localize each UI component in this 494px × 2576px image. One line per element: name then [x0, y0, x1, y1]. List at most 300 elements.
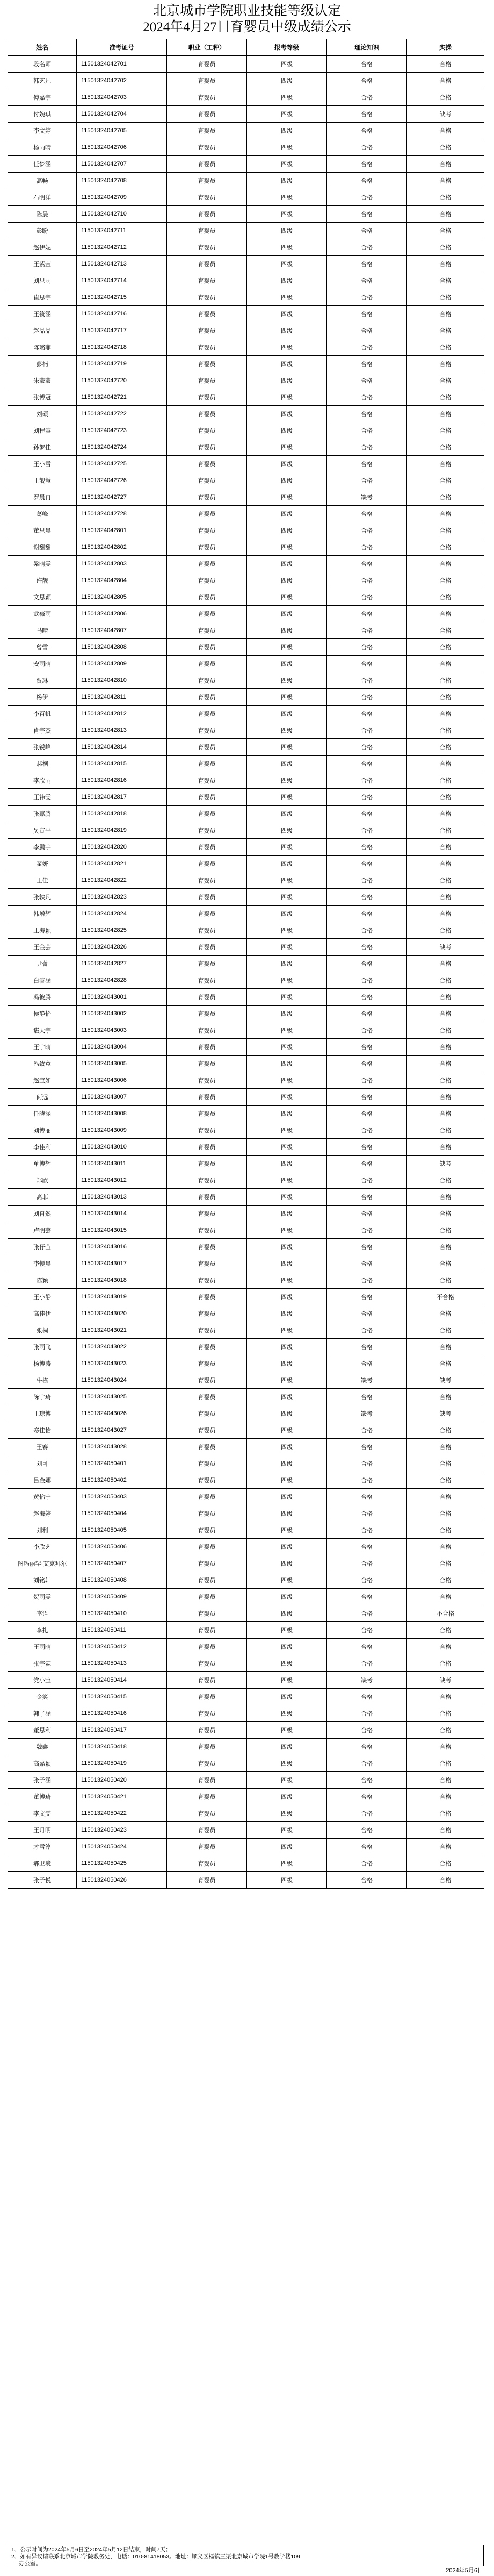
- level-cell: 四级: [247, 1755, 327, 1772]
- publish-date: 2024年5月6日: [446, 2567, 483, 2574]
- name-cell: 张仔莹: [8, 1239, 77, 1255]
- ticket-number-cell: 11501324042826: [77, 939, 167, 956]
- name-cell: 黄怡宁: [8, 1489, 77, 1505]
- name-cell: 卢明芸: [8, 1222, 77, 1239]
- practical-result-cell: 合格: [407, 73, 484, 89]
- table-row: [8, 1255, 484, 1272]
- name-cell: 王小静: [8, 1289, 77, 1305]
- ticket-number-cell: 11501324042707: [77, 156, 167, 173]
- table-row: [8, 1172, 484, 1189]
- ticket-number-cell: 11501324042706: [77, 139, 167, 156]
- practical-result-cell: 合格: [407, 772, 484, 789]
- table-row: [8, 1555, 484, 1572]
- level-cell: 四级: [247, 339, 327, 356]
- practical-result-cell: 合格: [407, 339, 484, 356]
- theory-result-cell: 合格: [327, 1589, 407, 1605]
- ticket-number-cell: 11501324050405: [77, 1522, 167, 1539]
- level-cell: 四级: [247, 606, 327, 622]
- theory-result-cell: 缺考: [327, 489, 407, 506]
- ticket-number-cell: 11501324042710: [77, 206, 167, 223]
- ticket-number-cell: 11501324043006: [77, 1072, 167, 1089]
- level-cell: 四级: [247, 1522, 327, 1539]
- table-row: [8, 1855, 484, 1872]
- name-cell: 张嘉腾: [8, 806, 77, 822]
- ticket-number-cell: 11501324043007: [77, 1089, 167, 1106]
- occupation-cell: 育婴员: [167, 156, 247, 173]
- occupation-cell: 育婴员: [167, 1839, 247, 1855]
- name-cell: 曾雪: [8, 639, 77, 656]
- name-cell: 张博冠: [8, 389, 77, 406]
- level-cell: 四级: [247, 422, 327, 439]
- theory-result-cell: 合格: [327, 1339, 407, 1355]
- occupation-cell: 育婴员: [167, 1372, 247, 1389]
- ticket-number-cell: 11501324043003: [77, 1022, 167, 1039]
- theory-result-cell: 合格: [327, 739, 407, 756]
- level-cell: 四级: [247, 1555, 327, 1572]
- name-cell: 李佳利: [8, 1139, 77, 1156]
- occupation-cell: 育婴员: [167, 522, 247, 539]
- level-cell: 四级: [247, 1589, 327, 1605]
- table-row: [8, 123, 484, 139]
- level-cell: 四级: [247, 1572, 327, 1589]
- level-cell: 四级: [247, 572, 327, 589]
- name-cell: 贾琳: [8, 672, 77, 689]
- practical-result-cell: 合格: [407, 1439, 484, 1455]
- table-row: [8, 1739, 484, 1755]
- name-cell: 武薇雨: [8, 606, 77, 622]
- occupation-cell: 育婴员: [167, 322, 247, 339]
- ticket-number-cell: 11501324042813: [77, 722, 167, 739]
- name-cell: 刘利: [8, 1522, 77, 1539]
- theory-result-cell: 合格: [327, 1872, 407, 1889]
- practical-result-cell: 合格: [407, 406, 484, 422]
- table-row: [8, 372, 484, 389]
- level-cell: 四级: [247, 872, 327, 889]
- level-cell: 四级: [247, 223, 327, 239]
- name-cell: 刘博丽: [8, 1122, 77, 1139]
- ticket-number-cell: 11501324042714: [77, 272, 167, 289]
- practical-result-cell: 合格: [407, 1056, 484, 1072]
- table-row: [8, 889, 484, 906]
- table-row: [8, 56, 484, 73]
- name-cell: 张子涵: [8, 1772, 77, 1789]
- level-cell: 四级: [247, 106, 327, 123]
- occupation-cell: 育婴员: [167, 956, 247, 972]
- table-row: [8, 1389, 484, 1405]
- table-row: [8, 439, 484, 456]
- occupation-cell: 育婴员: [167, 1672, 247, 1689]
- level-cell: 四级: [247, 856, 327, 872]
- practical-result-cell: 合格: [407, 506, 484, 522]
- level-cell: 四级: [247, 1822, 327, 1839]
- occupation-cell: 育婴员: [167, 89, 247, 106]
- page-title: 北京城市学院职业技能等级认定: [152, 4, 341, 18]
- name-cell: 魏鑫: [8, 1739, 77, 1755]
- occupation-cell: 育婴员: [167, 1172, 247, 1189]
- table-row: [8, 1156, 484, 1172]
- occupation-cell: 育婴员: [167, 856, 247, 872]
- table-row: [8, 939, 484, 956]
- theory-result-cell: 合格: [327, 1855, 407, 1872]
- table-row: [8, 1222, 484, 1239]
- practical-result-cell: 合格: [407, 472, 484, 489]
- theory-result-cell: 合格: [327, 1505, 407, 1522]
- practical-result-cell: 合格: [407, 1722, 484, 1739]
- practical-result-cell: 合格: [407, 189, 484, 206]
- name-cell: 王紫萱: [8, 256, 77, 272]
- table-row: [8, 606, 484, 622]
- occupation-cell: 育婴员: [167, 1455, 247, 1472]
- name-cell: 王佳: [8, 872, 77, 889]
- name-cell: 傅嘉宇: [8, 89, 77, 106]
- table-row: [8, 1339, 484, 1355]
- name-cell: 王靓慧: [8, 472, 77, 489]
- name-cell: 王赛: [8, 1439, 77, 1455]
- ticket-number-cell: 11501324050403: [77, 1489, 167, 1505]
- table-row: [8, 872, 484, 889]
- name-cell: 任梦涵: [8, 156, 77, 173]
- theory-result-cell: 合格: [327, 1705, 407, 1722]
- level-cell: 四级: [247, 1789, 327, 1805]
- level-cell: 四级: [247, 289, 327, 306]
- name-cell: 李百帆: [8, 706, 77, 722]
- theory-result-cell: 合格: [327, 1772, 407, 1789]
- practical-result-cell: 缺考: [407, 1372, 484, 1389]
- practical-result-cell: 合格: [407, 639, 484, 656]
- practical-result-cell: 合格: [407, 1739, 484, 1755]
- level-cell: 四级: [247, 489, 327, 506]
- name-cell: 郑欣: [8, 1172, 77, 1189]
- level-cell: 四级: [247, 1455, 327, 1472]
- table-row: [8, 1772, 484, 1789]
- table-row: [8, 1372, 484, 1389]
- occupation-cell: 育婴员: [167, 1705, 247, 1722]
- table-row: [8, 522, 484, 539]
- name-cell: 图玛丽罕·艾克拜尔: [8, 1555, 77, 1572]
- practical-result-cell: 合格: [407, 1855, 484, 1872]
- theory-result-cell: 合格: [327, 1522, 407, 1539]
- ticket-number-cell: 11501324042716: [77, 306, 167, 322]
- table-row: [8, 1305, 484, 1322]
- occupation-cell: 育婴员: [167, 922, 247, 939]
- table-row: [8, 1522, 484, 1539]
- table-row: [8, 972, 484, 989]
- table-row: [8, 672, 484, 689]
- table-row: [8, 1539, 484, 1555]
- level-cell: 四级: [247, 439, 327, 456]
- level-cell: 四级: [247, 1805, 327, 1822]
- theory-result-cell: 合格: [327, 73, 407, 89]
- theory-result-cell: 合格: [327, 639, 407, 656]
- occupation-cell: 育婴员: [167, 389, 247, 406]
- ticket-number-cell: 11501324042724: [77, 439, 167, 456]
- name-cell: 梁晴雯: [8, 556, 77, 572]
- practical-result-cell: 合格: [407, 89, 484, 106]
- theory-result-cell: 合格: [327, 1056, 407, 1072]
- table-row: [8, 1322, 484, 1339]
- occupation-cell: 育婴员: [167, 123, 247, 139]
- practical-result-cell: 合格: [407, 1839, 484, 1855]
- occupation-cell: 育婴员: [167, 1622, 247, 1639]
- theory-result-cell: 合格: [327, 1089, 407, 1106]
- theory-result-cell: 合格: [327, 206, 407, 223]
- theory-result-cell: 合格: [327, 1655, 407, 1672]
- table-row: [8, 1489, 484, 1505]
- theory-result-cell: 合格: [327, 1622, 407, 1639]
- occupation-cell: 育婴员: [167, 1805, 247, 1822]
- ticket-number-cell: 11501324043020: [77, 1305, 167, 1322]
- ticket-number-cell: 11501324043023: [77, 1355, 167, 1372]
- practical-result-cell: 合格: [407, 1072, 484, 1089]
- occupation-cell: 育婴员: [167, 489, 247, 506]
- ticket-number-cell: 11501324042822: [77, 872, 167, 889]
- theory-result-cell: 合格: [327, 1006, 407, 1022]
- name-cell: 李扎: [8, 1622, 77, 1639]
- name-cell: 刘硕: [8, 406, 77, 422]
- theory-result-cell: 合格: [327, 106, 407, 123]
- table-row: [8, 206, 484, 223]
- name-cell: 董思利: [8, 1722, 77, 1739]
- occupation-cell: 育婴员: [167, 1655, 247, 1672]
- theory-result-cell: 合格: [327, 189, 407, 206]
- theory-result-cell: 合格: [327, 989, 407, 1006]
- name-cell: 任晓涵: [8, 1106, 77, 1122]
- col-ticket-header: 准考证号: [77, 39, 167, 56]
- theory-result-cell: 合格: [327, 689, 407, 706]
- practical-result-cell: 合格: [407, 489, 484, 506]
- ticket-number-cell: 11501324043004: [77, 1039, 167, 1056]
- name-cell: 冯彼腾: [8, 989, 77, 1006]
- name-cell: 罗晨冉: [8, 489, 77, 506]
- ticket-number-cell: 11501324050412: [77, 1639, 167, 1655]
- name-cell: 付婉琪: [8, 106, 77, 123]
- ticket-number-cell: 11501324042815: [77, 756, 167, 772]
- practical-result-cell: 合格: [407, 1655, 484, 1672]
- ticket-number-cell: 11501324043010: [77, 1139, 167, 1156]
- ticket-number-cell: 11501324042708: [77, 173, 167, 189]
- theory-result-cell: 合格: [327, 572, 407, 589]
- practical-result-cell: 缺考: [407, 106, 484, 123]
- name-cell: 张雨飞: [8, 1339, 77, 1355]
- level-cell: 四级: [247, 756, 327, 772]
- theory-result-cell: 合格: [327, 1605, 407, 1622]
- name-cell: 赵伊妮: [8, 239, 77, 256]
- ticket-number-cell: 11501324050411: [77, 1622, 167, 1639]
- theory-result-cell: 合格: [327, 1172, 407, 1189]
- practical-result-cell: 合格: [407, 572, 484, 589]
- table-row: [8, 1189, 484, 1206]
- practical-result-cell: 合格: [407, 606, 484, 622]
- practical-result-cell: 合格: [407, 1389, 484, 1405]
- theory-result-cell: 合格: [327, 922, 407, 939]
- level-cell: 四级: [247, 1439, 327, 1455]
- ticket-number-cell: 11501324043028: [77, 1439, 167, 1455]
- level-cell: 四级: [247, 939, 327, 956]
- name-cell: 张桐: [8, 1322, 77, 1339]
- practical-result-cell: 合格: [407, 956, 484, 972]
- level-cell: 四级: [247, 672, 327, 689]
- theory-result-cell: 合格: [327, 622, 407, 639]
- name-cell: 吴宣平: [8, 822, 77, 839]
- ticket-number-cell: 11501324042827: [77, 956, 167, 972]
- table-row: [8, 1122, 484, 1139]
- occupation-cell: 育婴员: [167, 1472, 247, 1489]
- level-cell: 四级: [247, 1006, 327, 1022]
- theory-result-cell: 合格: [327, 972, 407, 989]
- practical-result-cell: 合格: [407, 522, 484, 539]
- name-cell: 张宇霖: [8, 1655, 77, 1672]
- table-row: [8, 173, 484, 189]
- practical-result-cell: 合格: [407, 1589, 484, 1605]
- practical-result-cell: 合格: [407, 306, 484, 322]
- level-cell: 四级: [247, 406, 327, 422]
- level-cell: 四级: [247, 1739, 327, 1755]
- ticket-number-cell: 11501324042704: [77, 106, 167, 123]
- occupation-cell: 育婴员: [167, 1355, 247, 1372]
- practical-result-cell: 合格: [407, 1272, 484, 1289]
- practical-result-cell: 合格: [407, 1089, 484, 1106]
- name-cell: 彭楠: [8, 356, 77, 372]
- theory-result-cell: 合格: [327, 306, 407, 322]
- practical-result-cell: 合格: [407, 906, 484, 922]
- occupation-cell: 育婴员: [167, 822, 247, 839]
- theory-result-cell: 合格: [327, 1689, 407, 1705]
- table-row: [8, 472, 484, 489]
- ticket-number-cell: 11501324043026: [77, 1405, 167, 1422]
- ticket-number-cell: 11501324050423: [77, 1822, 167, 1839]
- table-row: [8, 1805, 484, 1822]
- ticket-number-cell: 11501324042819: [77, 822, 167, 839]
- occupation-cell: 育婴员: [167, 1439, 247, 1455]
- level-cell: 四级: [247, 189, 327, 206]
- name-cell: 李鹏宇: [8, 839, 77, 856]
- table-row: [8, 1872, 484, 1889]
- level-cell: 四级: [247, 73, 327, 89]
- occupation-cell: 育婴员: [167, 872, 247, 889]
- occupation-cell: 育婴员: [167, 1855, 247, 1872]
- theory-result-cell: 合格: [327, 956, 407, 972]
- ticket-number-cell: 11501324050401: [77, 1455, 167, 1472]
- table-row: [8, 1822, 484, 1839]
- practical-result-cell: 缺考: [407, 1405, 484, 1422]
- theory-result-cell: 合格: [327, 439, 407, 456]
- occupation-cell: 育婴员: [167, 422, 247, 439]
- name-cell: 侯静怡: [8, 1006, 77, 1022]
- occupation-cell: 育婴员: [167, 472, 247, 489]
- occupation-cell: 育婴员: [167, 1539, 247, 1555]
- level-cell: 四级: [247, 1339, 327, 1355]
- name-cell: 赵宝如: [8, 1072, 77, 1089]
- occupation-cell: 育婴员: [167, 639, 247, 656]
- theory-result-cell: 合格: [327, 789, 407, 806]
- practical-result-cell: 合格: [407, 922, 484, 939]
- occupation-cell: 育婴员: [167, 939, 247, 956]
- name-cell: 王琼博: [8, 1405, 77, 1422]
- occupation-cell: 育婴员: [167, 1039, 247, 1056]
- occupation-cell: 育婴员: [167, 1222, 247, 1239]
- table-row: [8, 1622, 484, 1639]
- ticket-number-cell: 11501324050417: [77, 1722, 167, 1739]
- table-row: [8, 422, 484, 439]
- practical-result-cell: 合格: [407, 1455, 484, 1472]
- ticket-number-cell: 11501324050422: [77, 1805, 167, 1822]
- name-cell: 陈璐菲: [8, 339, 77, 356]
- level-cell: 四级: [247, 1405, 327, 1422]
- level-cell: 四级: [247, 722, 327, 739]
- results-table: [8, 39, 484, 1889]
- ticket-number-cell: 11501324042823: [77, 889, 167, 906]
- occupation-cell: 育婴员: [167, 1505, 247, 1522]
- occupation-cell: 育婴员: [167, 1006, 247, 1022]
- theory-result-cell: 合格: [327, 1139, 407, 1156]
- level-cell: 四级: [247, 123, 327, 139]
- ticket-number-cell: 11501324043022: [77, 1339, 167, 1355]
- ticket-number-cell: 11501324043015: [77, 1222, 167, 1239]
- occupation-cell: 育婴员: [167, 189, 247, 206]
- ticket-number-cell: 11501324042816: [77, 772, 167, 789]
- practical-result-cell: 合格: [407, 1422, 484, 1439]
- note-line-2: 2、如有异议请联系北京城市学院教务处，电话：010-81418053。地址：顺义区杨镇三渠北京城市学院1号教学楼109: [11, 2553, 300, 2560]
- occupation-cell: 育婴员: [167, 439, 247, 456]
- theory-result-cell: 合格: [327, 239, 407, 256]
- practical-result-cell: 合格: [407, 1639, 484, 1655]
- note-line-1: 1、公示时间为2024年5月6日至2024年5月12日结束，时间7天；: [11, 2546, 171, 2553]
- name-cell: 杨雨晴: [8, 139, 77, 156]
- table-row: [8, 772, 484, 789]
- ticket-number-cell: 11501324050409: [77, 1589, 167, 1605]
- table-row: [8, 622, 484, 639]
- theory-result-cell: 合格: [327, 672, 407, 689]
- table-row: [8, 1239, 484, 1255]
- table-row: [8, 106, 484, 123]
- name-cell: 王金芸: [8, 939, 77, 956]
- occupation-cell: 育婴员: [167, 739, 247, 756]
- level-cell: 四级: [247, 539, 327, 556]
- level-cell: 四级: [247, 1372, 327, 1389]
- practical-result-cell: 合格: [407, 1006, 484, 1022]
- ticket-number-cell: 11501324042719: [77, 356, 167, 372]
- ticket-number-cell: 11501324042717: [77, 322, 167, 339]
- theory-result-cell: 缺考: [327, 1372, 407, 1389]
- level-cell: 四级: [247, 1072, 327, 1089]
- ticket-number-cell: 11501324042805: [77, 589, 167, 606]
- table-row: [8, 1355, 484, 1372]
- ticket-number-cell: 11501324043016: [77, 1239, 167, 1255]
- ticket-number-cell: 11501324042810: [77, 672, 167, 689]
- ticket-number-cell: 11501324043011: [77, 1156, 167, 1172]
- ticket-number-cell: 11501324050407: [77, 1555, 167, 1572]
- occupation-cell: 育婴员: [167, 656, 247, 672]
- level-cell: 四级: [247, 1156, 327, 1172]
- practical-result-cell: 合格: [407, 1572, 484, 1589]
- theory-result-cell: 合格: [327, 406, 407, 422]
- occupation-cell: 育婴员: [167, 789, 247, 806]
- theory-result-cell: 合格: [327, 822, 407, 839]
- occupation-cell: 育婴员: [167, 1122, 247, 1139]
- occupation-cell: 育婴员: [167, 1739, 247, 1755]
- table-row: [8, 839, 484, 856]
- name-cell: 文思颖: [8, 589, 77, 606]
- ticket-number-cell: 11501324042828: [77, 972, 167, 989]
- practical-result-cell: 合格: [407, 756, 484, 772]
- table-row: [8, 256, 484, 272]
- occupation-cell: 育婴员: [167, 906, 247, 922]
- name-cell: 刘思雨: [8, 272, 77, 289]
- ticket-number-cell: 11501324050421: [77, 1789, 167, 1805]
- theory-result-cell: 合格: [327, 606, 407, 622]
- name-cell: 李欣雨: [8, 772, 77, 789]
- occupation-cell: 育婴员: [167, 272, 247, 289]
